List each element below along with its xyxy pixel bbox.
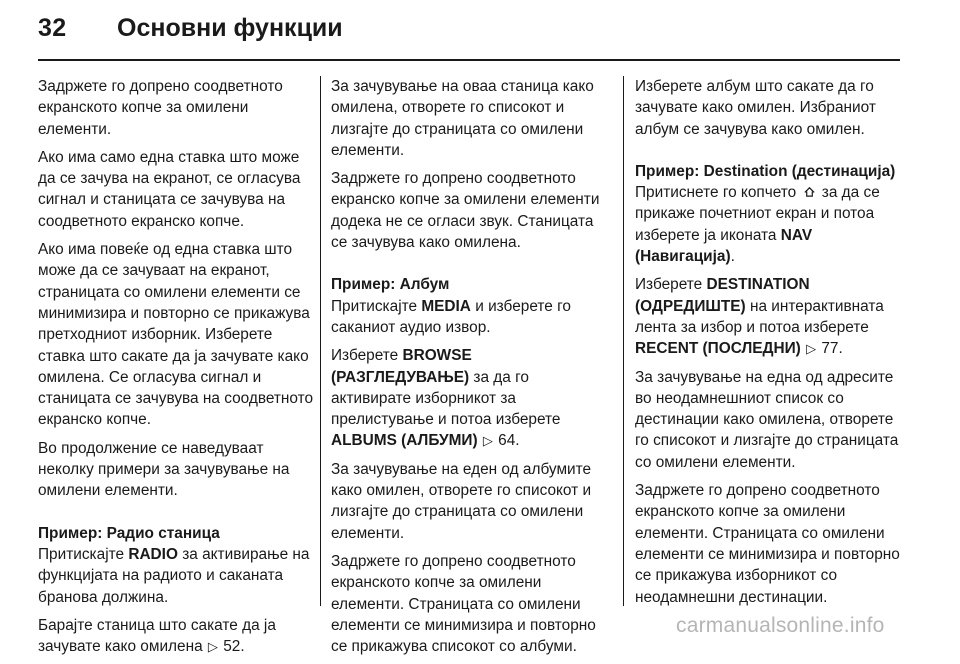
text: Изберете: [635, 276, 707, 294]
radio-button-label: RADIO: [128, 545, 178, 563]
header-rule: [38, 59, 900, 61]
destination-label: DESTINATION (ОДРЕДИШТЕ): [635, 276, 810, 315]
column-1: [38, 76, 314, 664]
text: за да го активирате изборникот за прелистување и потоа изберете: [331, 368, 561, 429]
watermark: carmanualsonline.info: [676, 614, 885, 637]
reference-arrow-icon: ▷: [806, 341, 817, 357]
browse-label: BROWSE (РАЗГЛЕДУВАЊЕ): [331, 347, 472, 386]
text: Притискајте: [38, 545, 129, 563]
page-reference[interactable]: 64.: [498, 432, 520, 450]
text: Притиснете го копчето: [635, 184, 801, 202]
column-divider-1: [320, 76, 321, 606]
paragraph: Задржете го допрено соодветното екранско копче за омилени елементи додека не се огласи звук. Станицата се зачувува како омилена.: [331, 170, 600, 252]
column-divider-2: [623, 76, 624, 606]
paragraph: [635, 182, 910, 267]
paragraph: За зачувување на една од адресите во неодамнешниот список со дестинации како омилена, отворете го списокот и лизгајте до страницата со омилени елементи.: [635, 368, 899, 471]
column-3: [635, 76, 910, 615]
section-heading: Пример: Радио станица: [38, 524, 220, 542]
text: Изберете: [331, 347, 403, 365]
text: Притискајте: [331, 297, 422, 315]
text: на интерактивната лента за избор и потоа изберете: [635, 297, 884, 336]
recent-label: RECENT (ПОСЛЕДНИ): [635, 340, 801, 358]
nav-label: NAV (Навигација): [635, 226, 813, 266]
section-heading: Пример: Албум: [331, 276, 450, 294]
page-number: 32: [38, 14, 67, 42]
section-heading: Пример: Destination (дестинација): [635, 162, 896, 180]
paragraph: За зачувување на еден од албумите како омилен, отворете го списокот и лизгајте до страницата со омилени елементи.: [331, 460, 592, 542]
page-reference[interactable]: 77.: [821, 340, 843, 358]
media-button-label: MEDIA: [421, 297, 471, 315]
paragraph: [38, 544, 314, 608]
paragraph: [331, 345, 611, 451]
chapter-title: Основни функции: [117, 14, 343, 42]
page-header: [0, 0, 960, 60]
paragraph: [38, 615, 314, 658]
paragraph: [331, 296, 611, 339]
text: Барајте станица што сакате да ја зачувате како омилена: [38, 616, 276, 656]
column-2: [331, 76, 611, 664]
paragraph: Задржете го допрено соодветното екранското копче за омилени елементи. Страницата со омилени елементи се минимизира и повторно се прикажува изборникот со неодамнешни дестинации.: [635, 482, 900, 606]
paragraph: Во продолжение се наведуваат неколку примери за зачувување на омилени елементи.: [38, 439, 290, 500]
text: .: [730, 248, 735, 266]
paragraph: [635, 274, 910, 359]
text: за да се прикаже почетниот екран и потоа изберете ја иконата: [635, 184, 880, 244]
text: за активирање на функцијата на радиото и саканата бранова должина.: [38, 545, 310, 606]
albums-label: ALBUMS (АЛБУМИ): [331, 432, 478, 450]
reference-arrow-icon: ▷: [482, 433, 493, 449]
reference-arrow-icon: ▷: [207, 639, 218, 655]
paragraph: Ако има само една ставка што може да се зачува на екранот, се огласува сигнал и станицата се зачувува на соодветното екранско копче.: [38, 148, 301, 230]
page-reference[interactable]: 52.: [223, 638, 245, 656]
paragraph: Ако има повеќе од една ставка што може да се зачуваат на екранот, страницата со омилени елементи се минимизира и повторно се прикажува претходниот изборник. Изберете ставка што сакате да ја зачувате како омилена. Се огласува сигнал и станицата се зачувува на соодветното екранско копче.: [38, 241, 314, 429]
paragraph: Задржете го допрено соодветното екранското копче за омилени елементи. Страницата со омилени елементи се минимизира и повторно се прикажува списокот со албуми.: [331, 552, 596, 656]
home-button-icon: [803, 185, 816, 198]
paragraph: Изберете албум што сакате да го зачувате како омилен. Избраниот албум се зачувува како омилен.: [635, 78, 876, 138]
paragraph: Задржете го допрено соодветното екранското копче за омилени елементи.: [38, 78, 283, 138]
paragraph: За зачувување на оваа станица како омилена, отворете го списокот и лизгајте до страницата со омилени елементи.: [331, 78, 594, 159]
text: и изберете го саканиот аудио извор.: [331, 297, 571, 336]
